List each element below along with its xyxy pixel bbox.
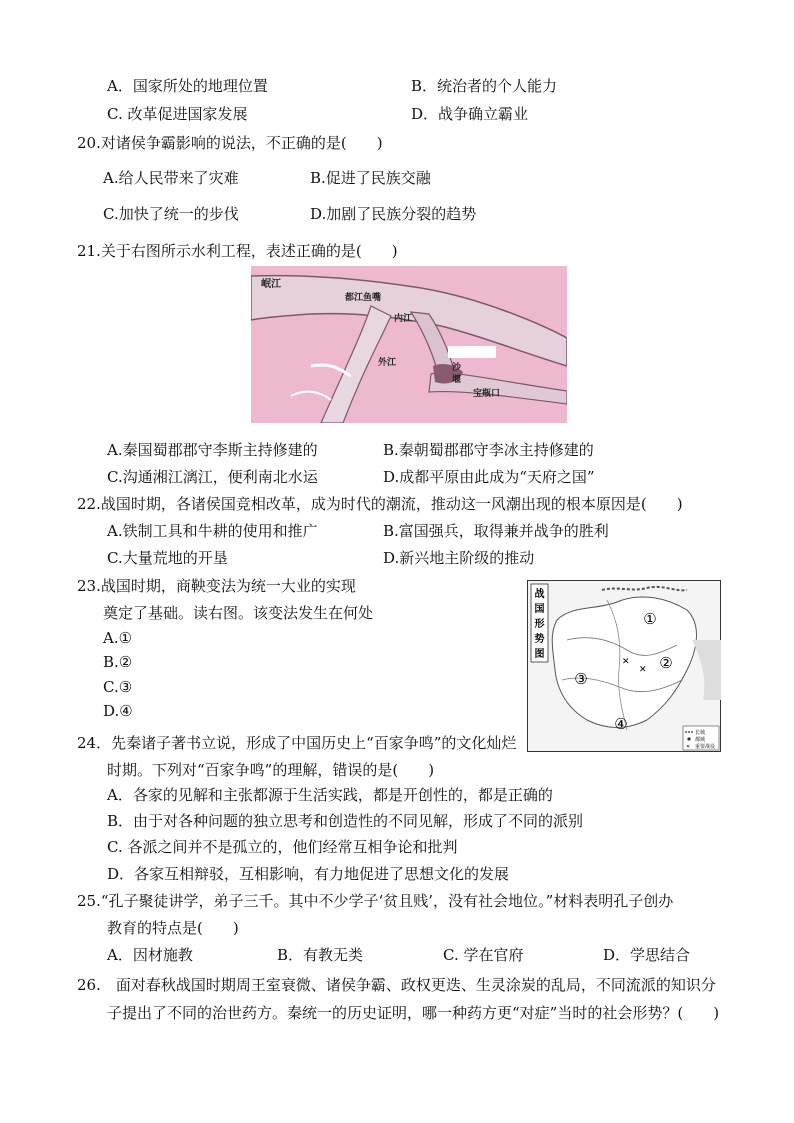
map-label-neijiang: 内江 bbox=[394, 314, 413, 324]
warring-states-map bbox=[527, 580, 721, 752]
dujiangyan-map bbox=[251, 266, 567, 423]
q24-option-c: C. 各派之间并不是孤立的，他们经常互相争论和批判 bbox=[107, 838, 458, 856]
q23-stem-line1: 23.战国时期，商鞅变法为统一大业的实现 bbox=[77, 577, 356, 595]
q25-option-d: D．学思结合 bbox=[603, 946, 691, 964]
map-label-baoping: 宝瓶口 bbox=[473, 389, 501, 399]
map-marker-2: ② bbox=[659, 654, 673, 672]
q21-option-b: B.秦朝蜀郡郡守李冰主持修建的 bbox=[383, 441, 594, 459]
q26-stem-line1: 26. 面对春秋战国时期周王室衰微、诸侯争霸、政权更迭、生灵涂炭的乱局，不同流派的知识分 bbox=[77, 976, 716, 994]
q22-stem: 22.战国时期，各诸侯国竞相改革，成为时代的潮流，推动这一风潮出现的根本原因是( ) bbox=[77, 495, 683, 513]
q23-option-c: C.③ bbox=[103, 678, 133, 696]
q21-option-c: C.沟通湘江漓江，便利南北水运 bbox=[107, 468, 318, 486]
map-marker-1: ① bbox=[643, 610, 657, 628]
legend-cross: ✕ bbox=[686, 744, 691, 750]
battle-mark: ✕ bbox=[639, 665, 647, 675]
map-label-minjiang: 岷江 bbox=[261, 279, 281, 290]
q26-stem-line2: 子提出了不同的治世药方。秦统一的历史证明，哪一种药方更“对症”当时的社会形势？( ) bbox=[107, 1004, 720, 1022]
legend-label-3: 重要战役 bbox=[695, 744, 716, 750]
map-title-char: 战 bbox=[534, 589, 545, 600]
q20-option-d: D.加剧了民族分裂的趋势 bbox=[310, 205, 477, 223]
map-title-char: 国 bbox=[534, 604, 545, 615]
legend-label-2: 都城 bbox=[695, 737, 706, 743]
q19-option-c: C. 改革促进国家发展 bbox=[107, 105, 248, 123]
q19-option-b: B．统治者的个人能力 bbox=[411, 77, 558, 95]
q25-option-a: A．因材施教 bbox=[107, 946, 193, 964]
q22-option-d: D.新兴地主阶级的推动 bbox=[383, 549, 535, 567]
q25-stem-line2: 教育的特点是( ) bbox=[107, 919, 239, 937]
map-title-char: 形 bbox=[534, 619, 545, 630]
q21-stem: 21.关于右图所示水利工程，表述正确的是( ) bbox=[77, 242, 398, 260]
q23-option-a: A.① bbox=[103, 629, 133, 647]
q23-stem-line2: 奠定了基础。读右图。该变法发生在何处 bbox=[103, 604, 374, 622]
map-label-yan: 堰 bbox=[452, 375, 462, 385]
q24-option-a: A．各家的见解和主张都源于生活实践，都是开创性的，都是正确的 bbox=[107, 786, 553, 804]
legend-label-1: 长城 bbox=[695, 730, 706, 736]
q23-option-d: D.④ bbox=[103, 702, 133, 720]
q20-option-b: B.促进了民族交融 bbox=[310, 169, 431, 187]
q19-option-a: A．国家所处的地理位置 bbox=[107, 77, 268, 95]
q25-stem-line1: 25.“孔子聚徒讲学，弟子三千。其中不少学子‘贫且贱’，没有社会地位。”材料表明孔子创办 bbox=[77, 892, 674, 910]
q24-stem-line1: 24．先秦诸子著书立说，形成了中国历史上“百家争鸣”的文化灿烂 bbox=[77, 734, 517, 752]
q20-option-c: C.加快了统一的步伐 bbox=[103, 205, 239, 223]
map-label-waijiang: 外江 bbox=[378, 358, 397, 368]
map-marker-3: ③ bbox=[574, 670, 588, 688]
q22-option-b: B.富国强兵，取得兼并战争的胜利 bbox=[383, 522, 609, 540]
battle-mark: ✕ bbox=[622, 657, 630, 667]
map-title-char: 图 bbox=[534, 649, 545, 660]
q24-option-d: D．各家互相辩驳，互相影响，有力地促进了思想文化的发展 bbox=[107, 865, 510, 883]
q20-option-a: A.给人民带来了灾难 bbox=[103, 169, 239, 187]
q22-option-c: C.大量荒地的开垦 bbox=[107, 549, 228, 567]
map-label-sha: 沙 bbox=[452, 363, 462, 373]
map-label-dujiang: 都江鱼嘴 bbox=[345, 293, 382, 303]
q25-option-c: C. 学在官府 bbox=[443, 946, 524, 964]
q21-option-d: D.成都平原由此成为“天府之国” bbox=[383, 468, 595, 486]
q19-option-d: D．战争确立霸业 bbox=[411, 105, 529, 123]
q23-option-b: B.② bbox=[103, 653, 133, 671]
q21-option-a: A.秦国蜀郡郡守李斯主持修建的 bbox=[107, 441, 318, 459]
q22-option-a: A.铁制工具和牛耕的使用和推广 bbox=[107, 522, 318, 540]
q24-stem-line2: 时期。下列对“百家争鸣”的理解，错误的是( ) bbox=[107, 761, 435, 779]
q20-stem: 20.对诸侯争霸影响的说法，不正确的是( ) bbox=[77, 134, 383, 152]
q25-option-b: B．有教无类 bbox=[277, 946, 364, 964]
map-marker-4: ④ bbox=[614, 715, 628, 733]
map-title-char: 势 bbox=[534, 634, 545, 645]
q24-option-b: B．由于对各种问题的独立思考和创造性的不同见解，形成了不同的派别 bbox=[107, 812, 584, 830]
